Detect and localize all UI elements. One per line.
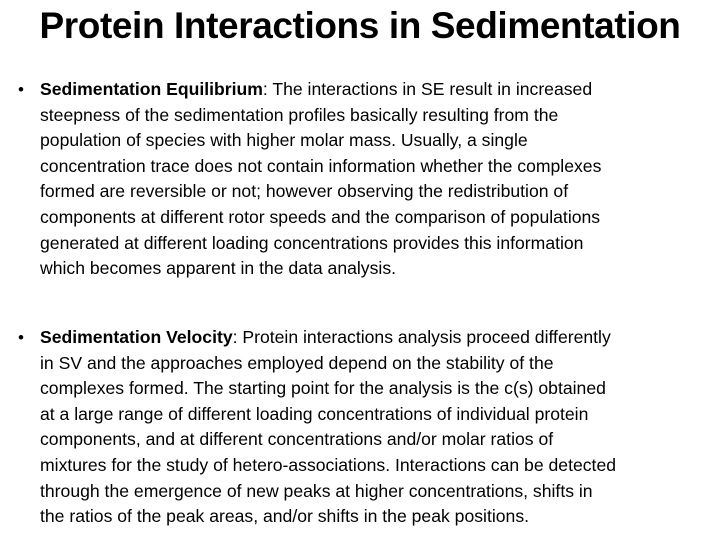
bullet-term: Sedimentation Velocity (40, 327, 233, 347)
bullet-line (40, 325, 712, 351)
bullet-line: components, and at different concentrations and/or molar ratios of (40, 429, 554, 450)
bullet-line: components at different rotor speeds and the comparison of populations (40, 206, 601, 227)
bullet-sedimentation-velocity (18, 325, 712, 530)
bullet-line (40, 77, 712, 103)
bullet-text (40, 77, 712, 282)
bullet-line: generated at different loading concentrations provides this information (40, 232, 584, 253)
bullet-icon: • (18, 328, 24, 347)
bullet-line-text: : The interactions in SE result in increased (262, 79, 593, 99)
bullet-line: complexes formed. The starting point for the analysis is the c(s) obtained (40, 378, 606, 399)
bullet-line: which becomes apparent in the data analysis. (40, 258, 396, 279)
bullet-line: concentration trace does not contain information whether the complexes (40, 155, 602, 176)
bullet-line: the ratios of the peak areas, and/or shifts in the peak positions. (40, 506, 530, 527)
bullet-line-text: : Protein interactions analysis proceed differently (232, 327, 611, 347)
bullet-line: steepness of the sedimentation profiles basically resulting from the (40, 104, 559, 125)
bullet-sedimentation-equilibrium (18, 77, 712, 282)
bullet-icon: • (18, 80, 24, 99)
bullet-line: at a large range of different loading concentrations of individual protein (40, 403, 589, 424)
bullet-text (40, 325, 712, 530)
bullet-line: population of species with higher molar mass. Usually, a single (40, 130, 528, 151)
bullet-line: through the emergence of new peaks at higher concentrations, shifts in (40, 480, 593, 501)
bullet-term: Sedimentation Equilibrium (40, 79, 263, 99)
bullet-line: mixtures for the study of hetero-associations. Interactions can be detected (40, 454, 617, 475)
bullet-line: in SV and the approaches employed depend on the stability of the (40, 352, 554, 373)
slide-title: Protein Interactions in Sedimentation (39, 5, 681, 46)
bullet-line: formed are reversible or not; however observing the redistribution of (40, 181, 569, 202)
